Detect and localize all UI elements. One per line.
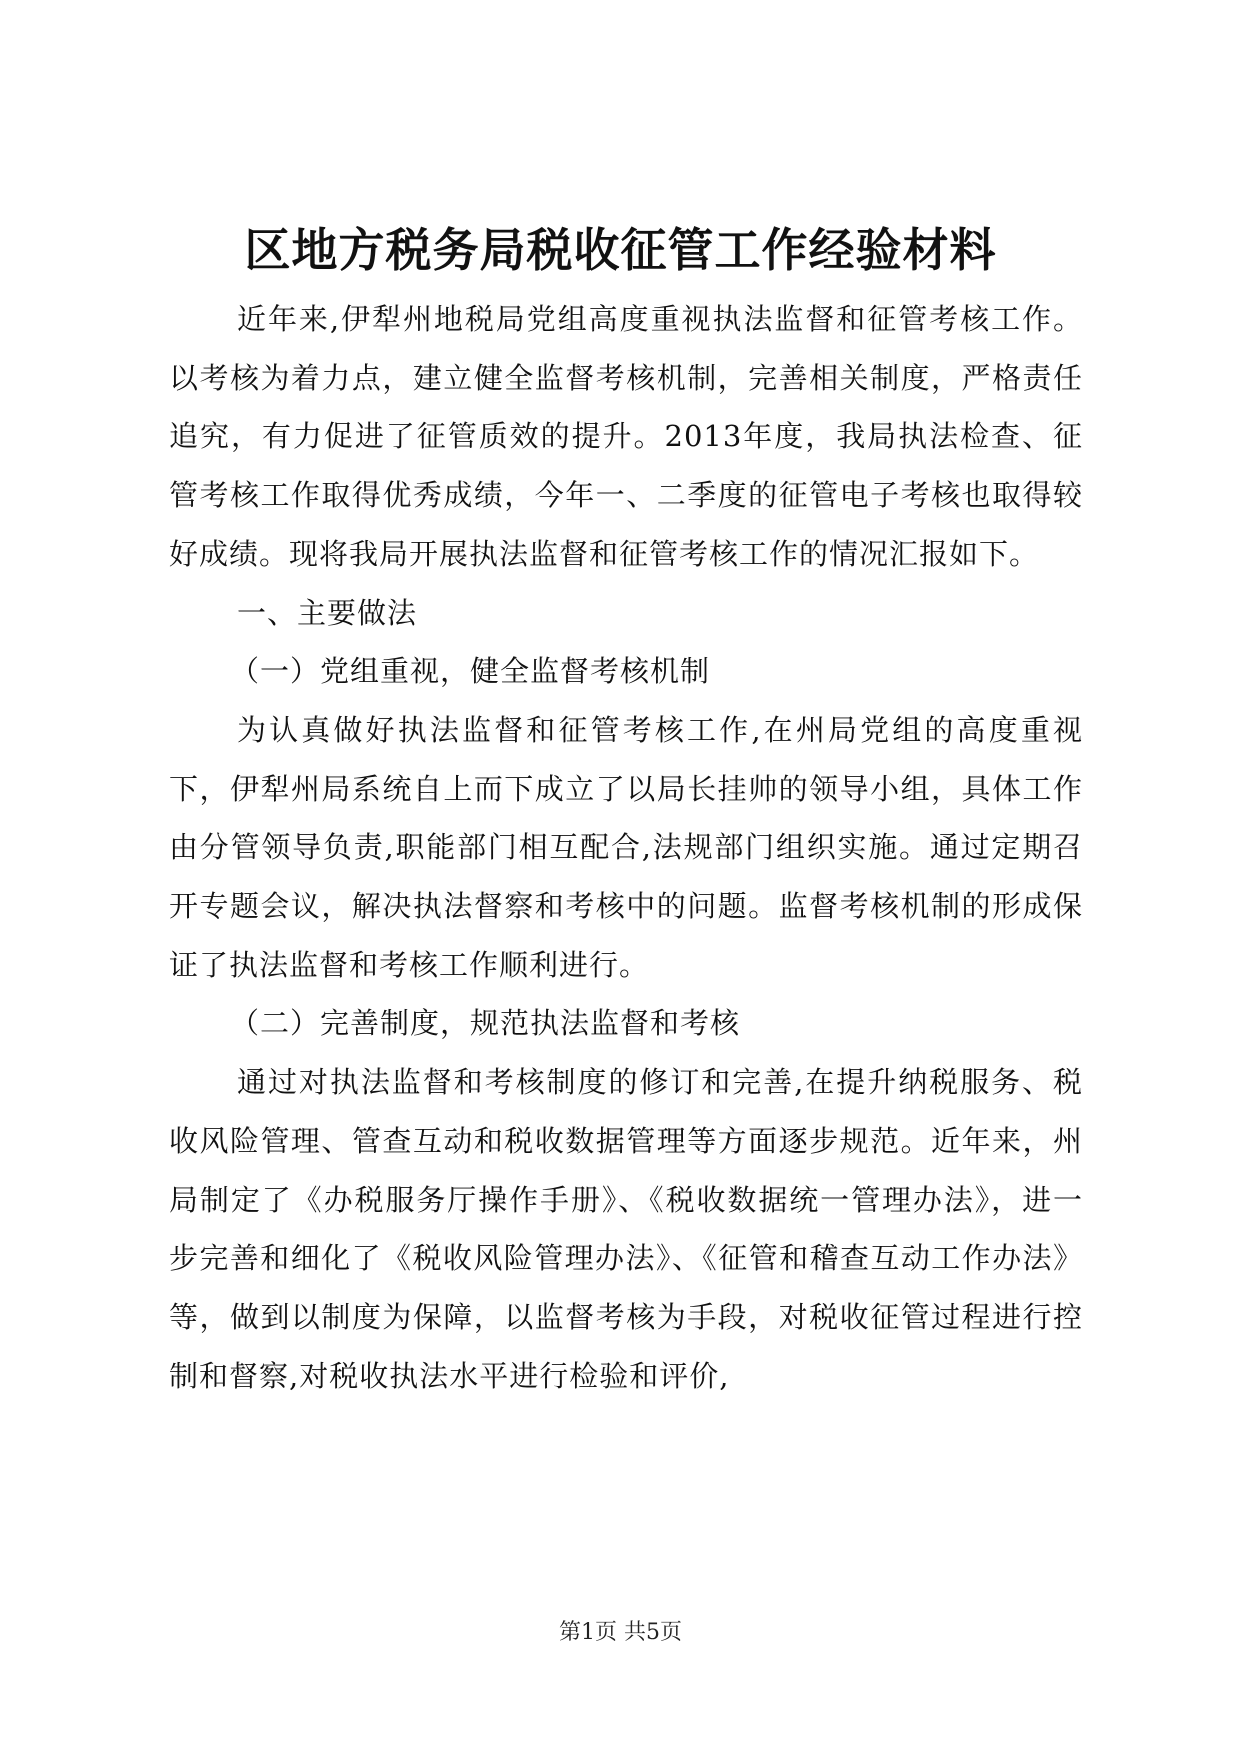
document-body: [169, 290, 1083, 1405]
subsection-heading-1: （一）党组重视，健全监督考核机制: [230, 654, 711, 689]
page-footer: 第1页 共5页: [559, 1620, 682, 1645]
paragraph-regulations: 通过对执法监督和考核制度的修订和完善,在提升纳税服务、税收风险管理、管查互动和税收数据管理等方面逐步规范。近年来，州局制定了《办税服务厅操作手册》、《税收数据统一管理办法》，进一步完善和细化了《税收风险管理办法》、《征管和稽查互动工作办法》等，做到以制度为保障，以监督考核为手段，对税收征管过程进行控制和督察,对税收执法水平进行检验和评价,: [169, 1065, 1083, 1393]
section-heading-main-practices: 一、主要做法: [237, 595, 418, 630]
document-title: 区地方税务局税收征管工作经验材料: [244, 223, 997, 277]
paragraph-intro: 近年来,伊犁州地税局党组高度重视执法监督和征管考核工作。以考核为着力点，建立健全监督考核机制，完善相关制度，严格责任追究，有力促进了征管质效的提升。2013年度，我局执法检查、征管考核工作取得优秀成绩，今年一、二季度的征管电子考核也取得较好成绩。现将我局开展执法监督和征管考核工作的情况汇报如下。: [169, 302, 1083, 571]
paragraph-leadership: 为认真做好执法监督和征管考核工作,在州局党组的高度重视下，伊犁州局系统自上而下成立了以局长挂帅的领导小组，具体工作由分管领导负责,职能部门相互配合,法规部门组织实施。通过定期召开专题会议，解决执法督察和考核中的问题。监督考核机制的形成保证了执法监督和考核工作顺利进行。: [169, 712, 1083, 982]
subsection-heading-2: （二）完善制度，规范执法监督和考核: [230, 1006, 741, 1041]
